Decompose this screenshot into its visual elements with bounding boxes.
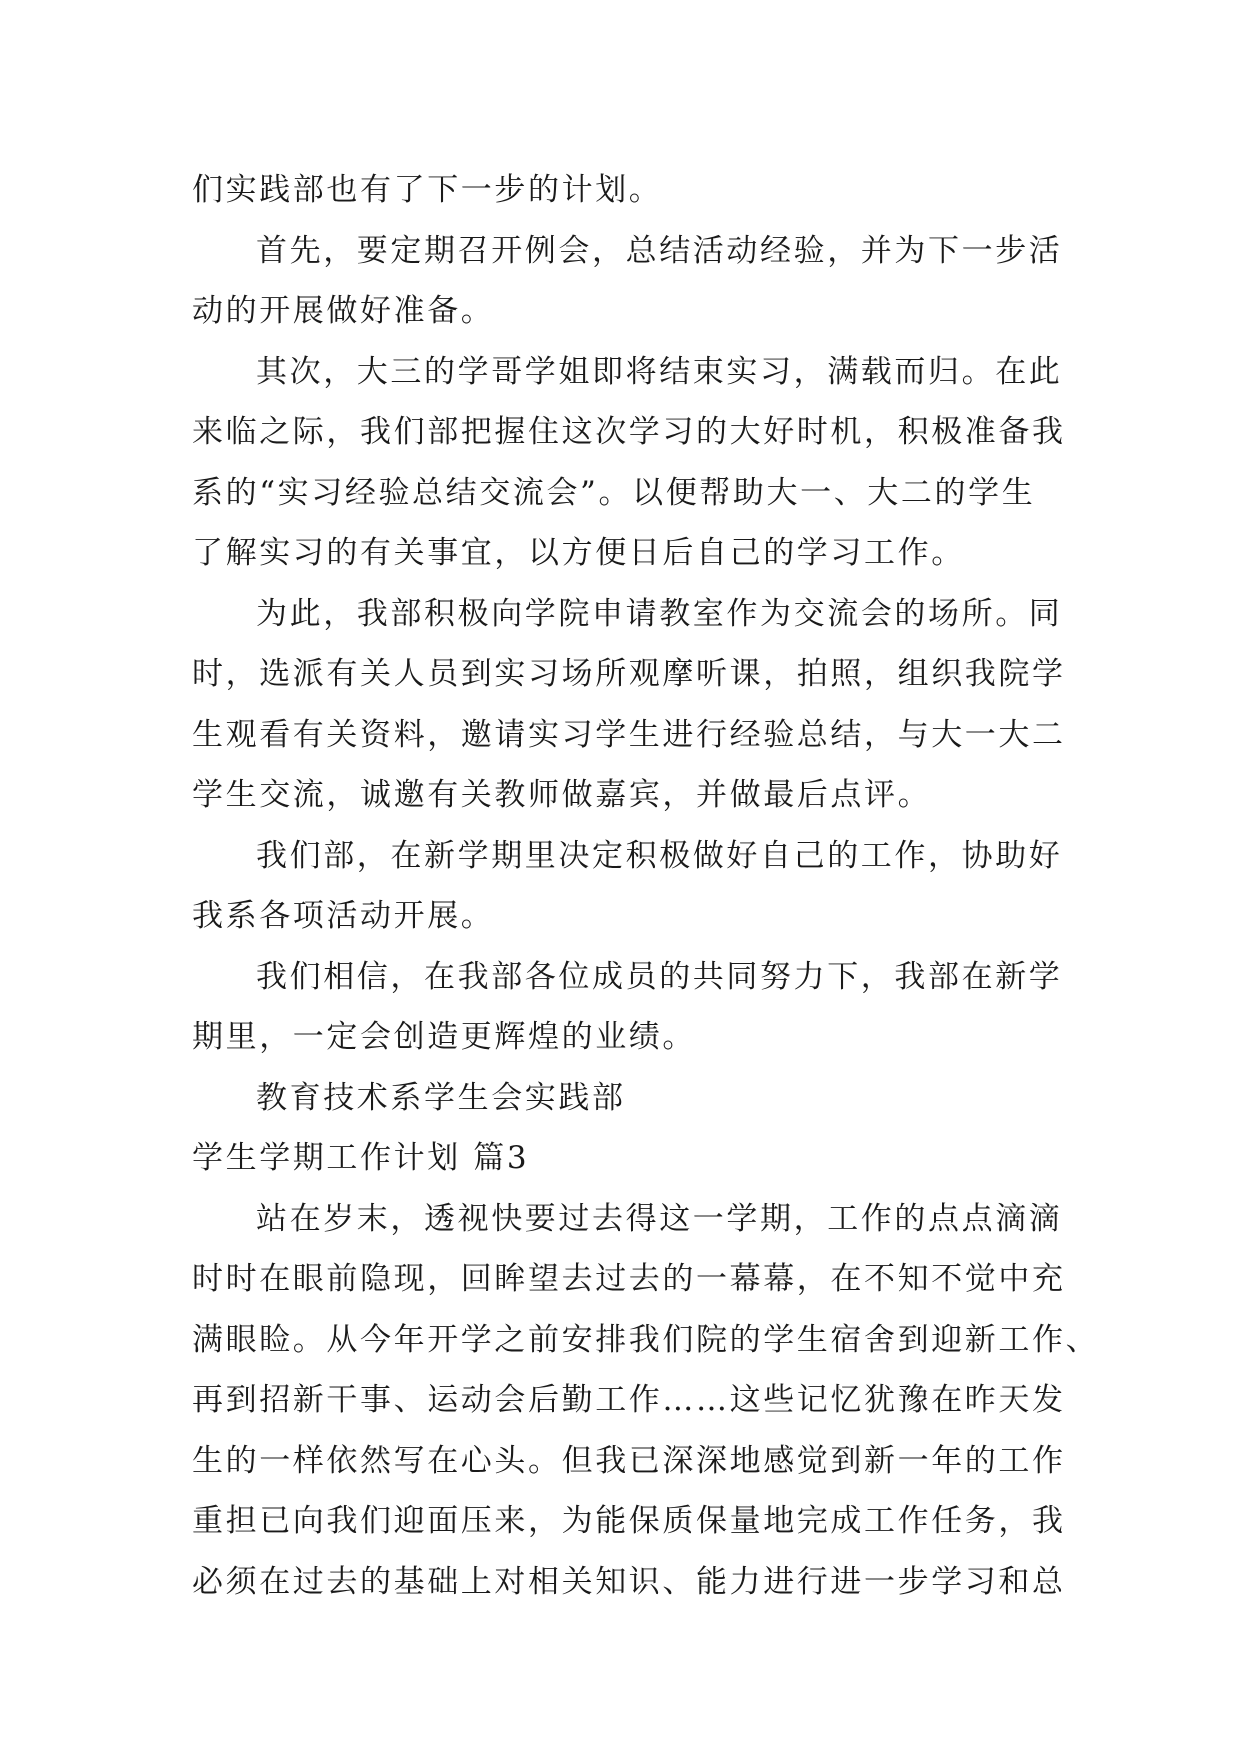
text-line: 首先，要定期召开例会，总结活动经验，并为下一步活 — [256, 232, 1063, 269]
text-line: 时时在眼前隐现，回眸望去过去的一幕幕，在不知不觉中充 — [192, 1261, 1066, 1297]
signature-line: 教育技术系学生会实践部 — [256, 1079, 626, 1116]
text-line: 系的“实习经验总结交流会”。以便帮助大一、大二的学生 — [192, 474, 1036, 511]
text-line: 为此，我部积极向学院申请教室作为交流会的场所。同 — [256, 595, 1063, 632]
document-body — [192, 160, 1100, 1612]
text-line: 站在岁末，透视快要过去得这一学期，工作的点点滴滴 — [256, 1200, 1063, 1237]
text-line: 我系各项活动开展。 — [192, 898, 495, 934]
text-line: 其次，大三的学哥学姐即将结束实习，满载而归。在此 — [256, 353, 1063, 390]
text-line: 期里，一定会创造更辉煌的业绩。 — [192, 1019, 696, 1055]
text-line: 来临之际，我们部把握住这次学习的大好时机，积极准备我 — [192, 414, 1066, 450]
text-line: 学生交流，诚邀有关教师做嘉宾，并做最后点评。 — [192, 777, 932, 813]
text-line: 重担已向我们迎面压来，为能保质保量地完成工作任务，我 — [192, 1503, 1066, 1539]
text-line: 时，选派有关人员到实习场所观摩听课，拍照，组织我院学 — [192, 656, 1066, 692]
text-line: 我们部，在新学期里决定积极做好自己的工作，协助好 — [256, 837, 1063, 874]
text-line: 了解实习的有关事宜，以方便日后自己的学习工作。 — [192, 535, 965, 571]
text-line: 再到招新干事、运动会后勤工作……这些记忆犹豫在昨天发 — [192, 1382, 1066, 1418]
text-line: 我们相信，在我部各位成员的共同努力下，我部在新学 — [256, 958, 1063, 995]
text-line: 们实践部也有了下一步的计划。 — [192, 172, 663, 208]
text-line: 生观看有关资料，邀请实习学生进行经验总结，与大一大二 — [192, 716, 1066, 753]
text-line: 动的开展做好准备。 — [192, 293, 495, 329]
text-line: 必须在过去的基础上对相关知识、能力进行进一步学习和总 — [192, 1563, 1066, 1600]
text-line: 生的一样依然写在心头。但我已深深地感觉到新一年的工作 — [192, 1442, 1066, 1479]
text-line: 满眼睑。从今年开学之前安排我们院的学生宿舍到迎新工作、 — [192, 1321, 1100, 1358]
section-heading: 学生学期工作计划 篇3 — [192, 1140, 530, 1176]
